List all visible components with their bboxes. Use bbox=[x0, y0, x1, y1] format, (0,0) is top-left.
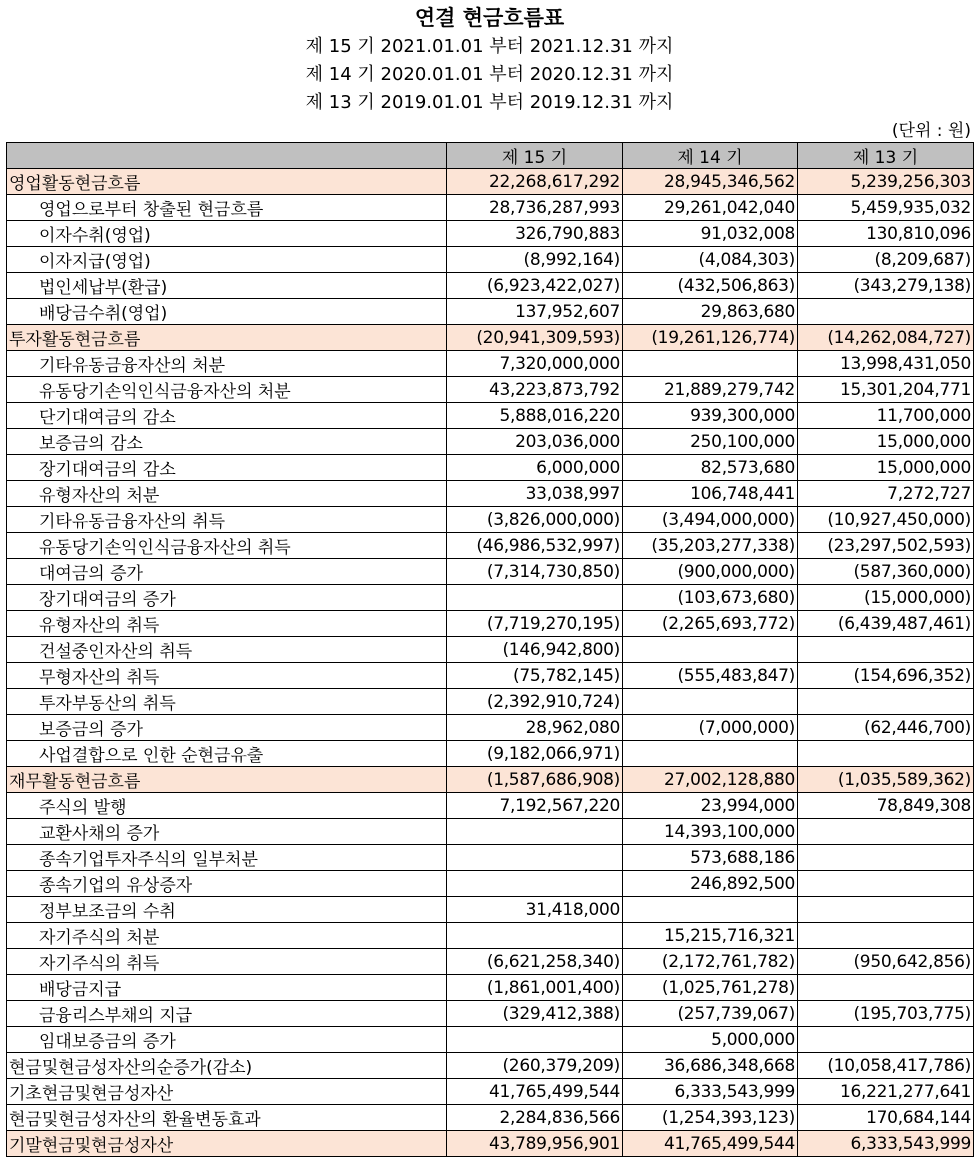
value-cell-period-13: (10,927,450,000) bbox=[798, 507, 974, 533]
value-cell-period-13: 5,239,256,303 bbox=[798, 169, 974, 195]
value-cell-period-13: 15,301,204,771 bbox=[798, 377, 974, 403]
row-label: 유동당기손익인식금융자산의 처분 bbox=[7, 377, 447, 403]
table-row bbox=[7, 871, 974, 897]
value-cell-period-15: 41,765,499,544 bbox=[447, 1079, 623, 1105]
row-label: 기타유동금융자산의 취득 bbox=[7, 507, 447, 533]
value-cell-period-15: 28,736,287,993 bbox=[447, 195, 623, 221]
value-cell-period-15 bbox=[447, 1027, 623, 1053]
header-period-15: 제 15 기 bbox=[447, 143, 623, 169]
value-cell-period-14: (555,483,847) bbox=[623, 663, 798, 689]
value-cell-period-15: (7,314,730,850) bbox=[447, 559, 623, 585]
value-cell-period-13: 11,700,000 bbox=[798, 403, 974, 429]
value-cell-period-14: (1,254,393,123) bbox=[623, 1105, 798, 1131]
table-row bbox=[7, 195, 974, 221]
row-label: 기초현금및현금성자산 bbox=[7, 1079, 447, 1105]
value-cell-period-15: 22,268,617,292 bbox=[447, 169, 623, 195]
value-cell-period-14: (2,172,761,782) bbox=[623, 949, 798, 975]
value-cell-period-13 bbox=[798, 845, 974, 871]
value-cell-period-15: 43,223,873,792 bbox=[447, 377, 623, 403]
row-label: 기타유동금융자산의 처분 bbox=[7, 351, 447, 377]
value-cell-period-14: 29,863,680 bbox=[623, 299, 798, 325]
value-cell-period-14: 6,333,543,999 bbox=[623, 1079, 798, 1105]
table-row-total bbox=[7, 1079, 974, 1105]
row-label: 법인세납부(환급) bbox=[7, 273, 447, 299]
row-label: 투자활동현금흐름 bbox=[7, 325, 447, 351]
value-cell-period-13: 6,333,543,999 bbox=[798, 1131, 974, 1157]
value-cell-period-15: 28,962,080 bbox=[447, 715, 623, 741]
statement-title: 연결 현금흐름표 bbox=[414, 6, 565, 30]
table-row bbox=[7, 585, 974, 611]
period-line-13: 제 13 기 2019.01.01 부터 2019.12.31 까지 bbox=[305, 92, 674, 113]
table-row bbox=[7, 221, 974, 247]
row-label: 재무활동현금흐름 bbox=[7, 767, 447, 793]
value-cell-period-14: 29,261,042,040 bbox=[623, 195, 798, 221]
value-cell-period-14: (3,494,000,000) bbox=[623, 507, 798, 533]
row-label: 기말현금및현금성자산 bbox=[7, 1131, 447, 1157]
table-row bbox=[7, 741, 974, 767]
value-cell-period-13 bbox=[798, 819, 974, 845]
value-cell-period-15: (9,182,066,971) bbox=[447, 741, 623, 767]
value-cell-period-15: (260,379,209) bbox=[447, 1053, 623, 1079]
value-cell-period-14: 91,032,008 bbox=[623, 221, 798, 247]
row-label: 종속기업투자주식의 일부처분 bbox=[7, 845, 447, 871]
row-label: 단기대여금의 감소 bbox=[7, 403, 447, 429]
value-cell-period-14: 5,000,000 bbox=[623, 1027, 798, 1053]
value-cell-period-14 bbox=[623, 741, 798, 767]
value-cell-period-14 bbox=[623, 351, 798, 377]
table-row bbox=[7, 273, 974, 299]
row-label: 영업으로부터 창출된 현금흐름 bbox=[7, 195, 447, 221]
value-cell-period-14: 82,573,680 bbox=[623, 455, 798, 481]
table-row bbox=[7, 533, 974, 559]
row-label: 무형자산의 취득 bbox=[7, 663, 447, 689]
value-cell-period-14: 23,994,000 bbox=[623, 793, 798, 819]
value-cell-period-14: 41,765,499,544 bbox=[623, 1131, 798, 1157]
value-cell-period-13: (14,262,084,727) bbox=[798, 325, 974, 351]
row-label: 건설중인자산의 취득 bbox=[7, 637, 447, 663]
value-cell-period-13: (8,209,687) bbox=[798, 247, 974, 273]
period-line-15: 제 15 기 2021.01.01 부터 2021.12.31 까지 bbox=[305, 36, 674, 57]
table-row bbox=[7, 247, 974, 273]
header-period-13: 제 13 기 bbox=[798, 143, 974, 169]
value-cell-period-14: 15,215,716,321 bbox=[623, 923, 798, 949]
row-label: 교환사채의 증가 bbox=[7, 819, 447, 845]
value-cell-period-13 bbox=[798, 897, 974, 923]
header-row bbox=[7, 143, 974, 169]
value-cell-period-15: (6,621,258,340) bbox=[447, 949, 623, 975]
value-cell-period-13: 5,459,935,032 bbox=[798, 195, 974, 221]
value-cell-period-13: (23,297,502,593) bbox=[798, 533, 974, 559]
header-label bbox=[7, 143, 447, 169]
value-cell-period-14 bbox=[623, 689, 798, 715]
value-cell-period-13: (195,703,775) bbox=[798, 1001, 974, 1027]
value-cell-period-15: (1,587,686,908) bbox=[447, 767, 623, 793]
row-label: 보증금의 감소 bbox=[7, 429, 447, 455]
period-line-14: 제 14 기 2020.01.01 부터 2020.12.31 까지 bbox=[305, 64, 674, 85]
value-cell-period-14: (900,000,000) bbox=[623, 559, 798, 585]
row-label: 이자수취(영업) bbox=[7, 221, 447, 247]
row-label: 현금및현금성자산의순증가(감소) bbox=[7, 1053, 447, 1079]
value-cell-period-13 bbox=[798, 637, 974, 663]
value-cell-period-14: 106,748,441 bbox=[623, 481, 798, 507]
value-cell-period-15 bbox=[447, 871, 623, 897]
row-label: 현금및현금성자산의 환율변동효과 bbox=[7, 1105, 447, 1131]
table-row bbox=[7, 949, 974, 975]
value-cell-period-15 bbox=[447, 923, 623, 949]
value-cell-period-13 bbox=[798, 299, 974, 325]
table-row bbox=[7, 975, 974, 1001]
table-row bbox=[7, 351, 974, 377]
unit-label: (단위 : 원) bbox=[891, 121, 971, 141]
value-cell-period-15: 5,888,016,220 bbox=[447, 403, 623, 429]
value-cell-period-14: (432,506,863) bbox=[623, 273, 798, 299]
value-cell-period-14: (103,673,680) bbox=[623, 585, 798, 611]
table-row-section bbox=[7, 767, 974, 793]
value-cell-period-15: (7,719,270,195) bbox=[447, 611, 623, 637]
value-cell-period-15: 6,000,000 bbox=[447, 455, 623, 481]
value-cell-period-13: (587,360,000) bbox=[798, 559, 974, 585]
value-cell-period-13: (154,696,352) bbox=[798, 663, 974, 689]
value-cell-period-14 bbox=[623, 897, 798, 923]
value-cell-period-13: (1,035,589,362) bbox=[798, 767, 974, 793]
value-cell-period-13 bbox=[798, 923, 974, 949]
table-row bbox=[7, 481, 974, 507]
value-cell-period-15: (146,942,800) bbox=[447, 637, 623, 663]
table-row bbox=[7, 403, 974, 429]
table-row bbox=[7, 455, 974, 481]
value-cell-period-14: 573,688,186 bbox=[623, 845, 798, 871]
row-label: 유형자산의 처분 bbox=[7, 481, 447, 507]
value-cell-period-15: 43,789,956,901 bbox=[447, 1131, 623, 1157]
row-label: 이자지급(영업) bbox=[7, 247, 447, 273]
value-cell-period-13: (15,000,000) bbox=[798, 585, 974, 611]
value-cell-period-14: 27,002,128,880 bbox=[623, 767, 798, 793]
value-cell-period-14: (4,084,303) bbox=[623, 247, 798, 273]
value-cell-period-14: (7,000,000) bbox=[623, 715, 798, 741]
value-cell-period-14: 246,892,500 bbox=[623, 871, 798, 897]
row-label: 유동당기손익인식금융자산의 취득 bbox=[7, 533, 447, 559]
value-cell-period-15: (8,992,164) bbox=[447, 247, 623, 273]
row-label: 배당금지급 bbox=[7, 975, 447, 1001]
value-cell-period-14: 36,686,348,668 bbox=[623, 1053, 798, 1079]
value-cell-period-15: (1,861,001,400) bbox=[447, 975, 623, 1001]
row-label: 사업결합으로 인한 순현금유출 bbox=[7, 741, 447, 767]
table-row-section bbox=[7, 325, 974, 351]
value-cell-period-14 bbox=[623, 637, 798, 663]
value-cell-period-15 bbox=[447, 819, 623, 845]
row-label: 배당금수취(영업) bbox=[7, 299, 447, 325]
value-cell-period-15: 326,790,883 bbox=[447, 221, 623, 247]
row-label: 금융리스부채의 지급 bbox=[7, 1001, 447, 1027]
value-cell-period-13: 16,221,277,641 bbox=[798, 1079, 974, 1105]
value-cell-period-14: 14,393,100,000 bbox=[623, 819, 798, 845]
row-label: 종속기업의 유상증자 bbox=[7, 871, 447, 897]
value-cell-period-15: 137,952,607 bbox=[447, 299, 623, 325]
value-cell-period-15: 7,192,567,220 bbox=[447, 793, 623, 819]
value-cell-period-13: 130,810,096 bbox=[798, 221, 974, 247]
table-row bbox=[7, 689, 974, 715]
table-row-section bbox=[7, 169, 974, 195]
value-cell-period-13: 78,849,308 bbox=[798, 793, 974, 819]
table-row-total bbox=[7, 1105, 974, 1131]
value-cell-period-14: (1,025,761,278) bbox=[623, 975, 798, 1001]
table-row bbox=[7, 611, 974, 637]
value-cell-period-14: (35,203,277,338) bbox=[623, 533, 798, 559]
row-label: 영업활동현금흐름 bbox=[7, 169, 447, 195]
value-cell-period-15: 33,038,997 bbox=[447, 481, 623, 507]
value-cell-period-13 bbox=[798, 1027, 974, 1053]
value-cell-period-15: 7,320,000,000 bbox=[447, 351, 623, 377]
row-label: 자기주식의 취득 bbox=[7, 949, 447, 975]
value-cell-period-15: (329,412,388) bbox=[447, 1001, 623, 1027]
value-cell-period-13: (10,058,417,786) bbox=[798, 1053, 974, 1079]
table-row bbox=[7, 897, 974, 923]
row-label: 장기대여금의 증가 bbox=[7, 585, 447, 611]
value-cell-period-13: (6,439,487,461) bbox=[798, 611, 974, 637]
cash-flow-table bbox=[6, 142, 974, 1157]
row-label: 정부보조금의 수취 bbox=[7, 897, 447, 923]
row-label: 보증금의 증가 bbox=[7, 715, 447, 741]
value-cell-period-13 bbox=[798, 871, 974, 897]
row-label: 투자부동산의 취득 bbox=[7, 689, 447, 715]
value-cell-period-13: (950,642,856) bbox=[798, 949, 974, 975]
value-cell-period-15 bbox=[447, 845, 623, 871]
row-label: 임대보증금의 증가 bbox=[7, 1027, 447, 1053]
value-cell-period-14: 28,945,346,562 bbox=[623, 169, 798, 195]
value-cell-period-15: (20,941,309,593) bbox=[447, 325, 623, 351]
value-cell-period-14: 939,300,000 bbox=[623, 403, 798, 429]
table-row bbox=[7, 559, 974, 585]
row-label: 장기대여금의 감소 bbox=[7, 455, 447, 481]
value-cell-period-13 bbox=[798, 741, 974, 767]
table-row bbox=[7, 845, 974, 871]
table-row bbox=[7, 1001, 974, 1027]
row-label: 유형자산의 취득 bbox=[7, 611, 447, 637]
row-label: 대여금의 증가 bbox=[7, 559, 447, 585]
value-cell-period-13: (343,279,138) bbox=[798, 273, 974, 299]
value-cell-period-13: (62,446,700) bbox=[798, 715, 974, 741]
row-label: 자기주식의 처분 bbox=[7, 923, 447, 949]
table-row bbox=[7, 715, 974, 741]
table-row bbox=[7, 429, 974, 455]
value-cell-period-15: (46,986,532,997) bbox=[447, 533, 623, 559]
value-cell-period-13: 170,684,144 bbox=[798, 1105, 974, 1131]
value-cell-period-15: (6,923,422,027) bbox=[447, 273, 623, 299]
value-cell-period-14: (2,265,693,772) bbox=[623, 611, 798, 637]
value-cell-period-15: (3,826,000,000) bbox=[447, 507, 623, 533]
value-cell-period-14: (257,739,067) bbox=[623, 1001, 798, 1027]
value-cell-period-14: 21,889,279,742 bbox=[623, 377, 798, 403]
value-cell-period-13: 15,000,000 bbox=[798, 455, 974, 481]
value-cell-period-13: 7,272,727 bbox=[798, 481, 974, 507]
value-cell-period-15: 2,284,836,566 bbox=[447, 1105, 623, 1131]
table-row bbox=[7, 663, 974, 689]
header-period-14: 제 14 기 bbox=[623, 143, 798, 169]
value-cell-period-15: 31,418,000 bbox=[447, 897, 623, 923]
table-row bbox=[7, 923, 974, 949]
value-cell-period-15: (2,392,910,724) bbox=[447, 689, 623, 715]
value-cell-period-15 bbox=[447, 585, 623, 611]
table-row bbox=[7, 637, 974, 663]
table-row-total bbox=[7, 1053, 974, 1079]
value-cell-period-13: 15,000,000 bbox=[798, 429, 974, 455]
value-cell-period-14: (19,261,126,774) bbox=[623, 325, 798, 351]
value-cell-period-13 bbox=[798, 689, 974, 715]
row-label: 주식의 발행 bbox=[7, 793, 447, 819]
table-row bbox=[7, 1027, 974, 1053]
value-cell-period-13 bbox=[798, 975, 974, 1001]
table-row bbox=[7, 819, 974, 845]
value-cell-period-15: 203,036,000 bbox=[447, 429, 623, 455]
value-cell-period-14: 250,100,000 bbox=[623, 429, 798, 455]
table-row bbox=[7, 507, 974, 533]
value-cell-period-13: 13,998,431,050 bbox=[798, 351, 974, 377]
value-cell-period-15: (75,782,145) bbox=[447, 663, 623, 689]
table-row-section bbox=[7, 1131, 974, 1157]
table-row bbox=[7, 793, 974, 819]
table-row bbox=[7, 377, 974, 403]
table-row bbox=[7, 299, 974, 325]
